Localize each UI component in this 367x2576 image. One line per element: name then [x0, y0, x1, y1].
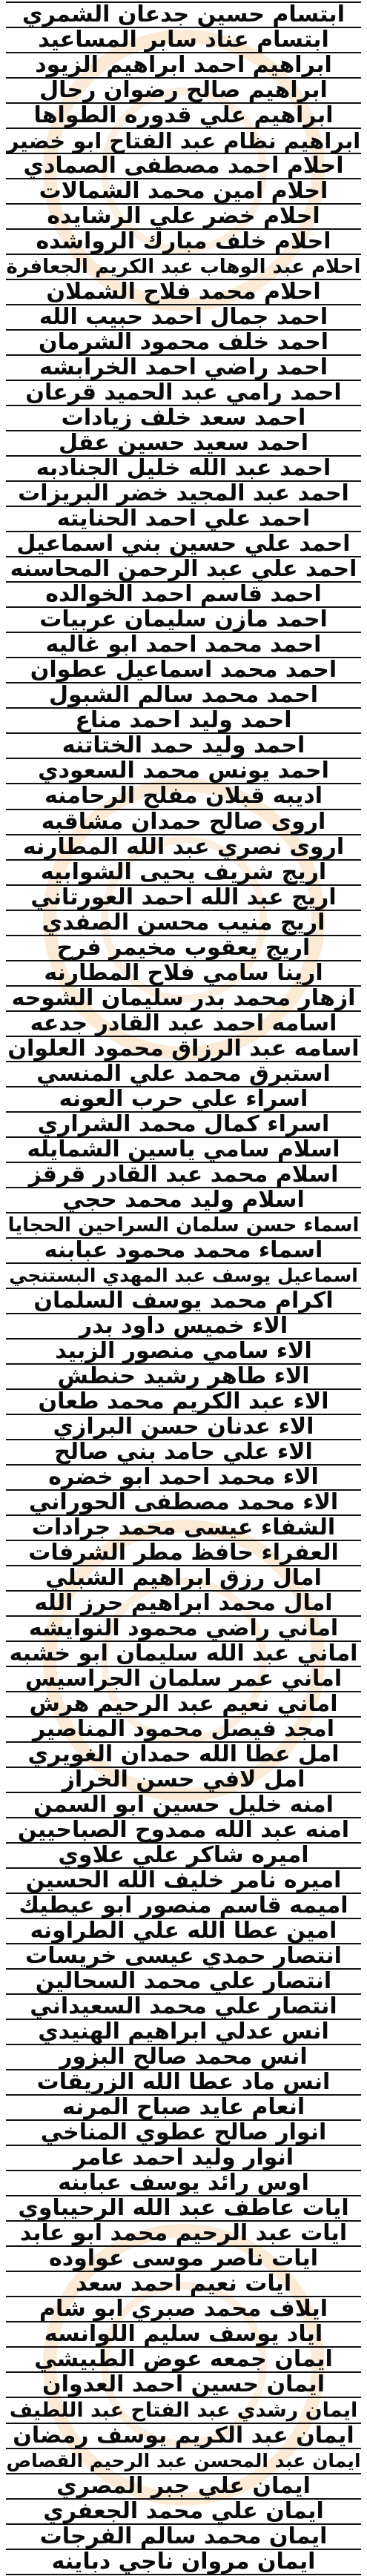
name-row: اريج عبد الله احمد العورتاني — [6, 886, 361, 911]
name-row: انوار وليد احمد عامر — [6, 2146, 361, 2171]
name-row: اسلام وليد محمد حجي — [6, 1188, 361, 1213]
name-row: احلام خلف مبارك الرواشده — [6, 230, 361, 255]
name-row: احمد مازن سليمان عربيات — [6, 608, 361, 633]
name-row: ايمان رشدي عبد الفتاح عبد اللطيف — [6, 2398, 361, 2423]
name-row: اوس رائد يوسف عبابنه — [6, 2171, 361, 2196]
name-row: ايمان علي جبر المصري — [6, 2474, 361, 2500]
name-row: امال رزق ابراهيم الشبلي — [6, 1566, 361, 1592]
name-row: ايمان جمعه عوض الطبيشي — [6, 2348, 361, 2373]
name-row: اماني عبد الله سليمان ابو خشبه — [6, 1642, 361, 1667]
name-row: اروى صالح حمدان مشاقبه — [6, 810, 361, 835]
name-row: احمد يونس محمد السعودي — [6, 759, 361, 784]
name-row: اسراء كمال محمد الشراري — [6, 1113, 361, 1138]
name-row: احمد قاسم احمد الخوالده — [6, 583, 361, 608]
name-row: اسامه احمد عبد القادر جدعه — [6, 1012, 361, 1037]
name-row: اكرام محمد يوسف السلمان — [6, 1289, 361, 1314]
name-row: احلام خضر علي الرشايده — [6, 205, 361, 230]
name-row: استبرق محمد علي المنسي — [6, 1062, 361, 1087]
name-row: احلام عبد الوهاب عبد الكريم الجعافرة — [6, 255, 361, 280]
name-row: ايمان مروان ناجي دباينه — [6, 2550, 361, 2575]
name-row: ايمان حسين احمد العدوان — [6, 2373, 361, 2398]
name-row: اروى نصري عبد الله المطارنه — [6, 835, 361, 861]
name-row: امنه خليل حسين ابو السمن — [6, 1793, 361, 1818]
name-row: انس عدلي ابراهيم الهنيدي — [6, 2020, 361, 2045]
name-row: اسماء حسن سلمان السراحين الحجايا — [6, 1213, 361, 1239]
name-row: انس ماد عطا الله الزريقات — [6, 2070, 361, 2096]
names-list — [6, 1, 361, 2575]
name-row: احمد عبد المجيد خضر البريزات — [6, 482, 361, 507]
name-row: اسلام محمد عبد القادر قرقز — [6, 1163, 361, 1188]
name-row: احمد علي عبد الرحمن المحاسنه — [6, 557, 361, 583]
name-row: احمد عبد الله خليل الجنادبه — [6, 457, 361, 482]
name-row: امين عطا الله علي الطراونه — [6, 1919, 361, 1944]
name-row: احلام احمد مصطفى الصمادي — [6, 154, 361, 179]
name-row: الاء سامي منصور الزبيد — [6, 1340, 361, 1365]
name-row: اماني راضي محمود النوايشه — [6, 1617, 361, 1642]
name-row: اماني عمر سلمان الجراسيس — [6, 1667, 361, 1692]
name-row: احمد علي احمد الحنايته — [6, 507, 361, 532]
name-row: اسراء علي حرب العونه — [6, 1087, 361, 1113]
name-row: امل عطا الله حمدان الغويري — [6, 1743, 361, 1768]
name-row: اريج شريف يحيى الشوابيه — [6, 861, 361, 886]
name-row: اماني نعيم عبد الرحيم هرش — [6, 1692, 361, 1718]
name-row: اسماعيل يوسف عبد المهدي البستنجي — [6, 1264, 361, 1289]
name-row: ايات ناصر موسى عواوده — [6, 2247, 361, 2272]
name-row: الاء علي حامد بني صالح — [6, 1440, 361, 1466]
name-row: ايمان عبد الكريم يوسف رمضان — [6, 2424, 361, 2449]
name-row: الشفاء عيسى محمد جرادات — [6, 1516, 361, 1541]
name-row: الاء عدنان حسن البرازي — [6, 1415, 361, 1440]
name-row: امجد فيصل محمود المناصير — [6, 1718, 361, 1743]
name-row: ايمان عبد المحسن عبد الرحيم القصاص — [6, 2449, 361, 2474]
name-row: احمد سعيد حسين عقل — [6, 431, 361, 457]
name-row: احمد جمال احمد حبيب الله — [6, 305, 361, 331]
name-row: ايلاف محمد صبري ابو شام — [6, 2297, 361, 2322]
name-row: ايات عاطف عبد الله الرحيباوي — [6, 2196, 361, 2222]
name-row: اسامه عبد الرزاق محمود العلوان — [6, 1037, 361, 1062]
name-row: احمد سعد خلف زيادات — [6, 406, 361, 431]
name-row: العفراء حافظ مطر الشرفات — [6, 1541, 361, 1566]
name-row: احمد محمد اسماعيل عطوان — [6, 658, 361, 683]
name-row: انس محمد صالح البزور — [6, 2045, 361, 2070]
name-row: انتصار حمدي عيسى خريسات — [6, 1944, 361, 1970]
name-row: امال محمد ابراهيم حرز الله — [6, 1592, 361, 1617]
name-row: احمد راضي احمد الخرابشه — [6, 356, 361, 381]
name-row: ايات نعيم احمد سعد — [6, 2272, 361, 2297]
name-row: ايمان علي محمد الجعفري — [6, 2500, 361, 2525]
name-row: امل لافي حسن الخراز — [6, 1768, 361, 1793]
name-row: ابراهيم علي قدوره الطواها — [6, 104, 361, 129]
name-row: الاء محمد مصطفى الحوراني — [6, 1491, 361, 1516]
name-row: انعام عايد صباح المرنه — [6, 2096, 361, 2121]
name-row: احمد محمد سالم الشبول — [6, 683, 361, 709]
name-row: اريج منيب محسن الصفدي — [6, 911, 361, 936]
name-row: ارينا سامي فلاح المطارنه — [6, 961, 361, 987]
name-row: احلام امين محمد الشمالات — [6, 179, 361, 205]
name-row: احلام محمد فلاح الشملان — [6, 280, 361, 305]
name-row: ابتسام عناد سابر المساعيد — [6, 28, 361, 53]
name-row: الاء خميس داود بدر — [6, 1314, 361, 1340]
name-row: ايمان محمد سالم الفرجات — [6, 2525, 361, 2550]
name-row: انتصار علي محمد السعيداني — [6, 1995, 361, 2020]
name-row: ابتسام حسين جدعان الشمري — [6, 1, 361, 28]
name-row: احمد خلف محمود الشرمان — [6, 331, 361, 356]
name-row: ابراهيم احمد ابراهيم الزيود — [6, 53, 361, 79]
name-row: اسلام سامي ياسين الشمايله — [6, 1138, 361, 1163]
name-row: امنه عبد الله ممدوح الصباحيين — [6, 1818, 361, 1844]
name-row: الاء محمد احمد ابو خضره — [6, 1466, 361, 1491]
name-row: اميره شاكر علي علاوي — [6, 1844, 361, 1869]
name-row: اميمه قاسم منصور ابو عيطيك — [6, 1894, 361, 1919]
name-row: احمد رامي عبد الحميد قرعان — [6, 381, 361, 406]
name-row: اسماء محمد محمود عبابنه — [6, 1239, 361, 1264]
name-row: اميره نامر خليف الله الحسين — [6, 1869, 361, 1894]
name-row: اياد يوسف سليم اللوانسه — [6, 2322, 361, 2348]
name-row: اديبه قبلان مفلح الرحامنه — [6, 784, 361, 809]
name-row: احمد محمد احمد ابو غاليه — [6, 633, 361, 658]
name-row: الاء عبد الكريم محمد طعان — [6, 1390, 361, 1415]
name-row: ايات عبد الرحيم محمد ابو عابد — [6, 2222, 361, 2247]
name-row: الاء طاهر رشيد حنطش — [6, 1365, 361, 1390]
name-row: انوار صالح عطوي المناخي — [6, 2121, 361, 2146]
name-row: ابراهيم نظام عبد الفتاح ابو خضير — [6, 129, 361, 153]
name-row: ازهار محمد بدر سليمان الشوحه — [6, 987, 361, 1012]
name-row: احمد وليد حمد الختاتنه — [6, 734, 361, 759]
name-row: احمد وليد احمد مناع — [6, 709, 361, 734]
name-row: انتصار علي محمد السحالين — [6, 1970, 361, 1995]
name-row: احمد علي حسين بني اسماعيل — [6, 532, 361, 557]
name-row: ابراهيم صالح رضوان رحال — [6, 79, 361, 104]
name-row: اريج يعقوب مخيمر فرح — [6, 936, 361, 961]
